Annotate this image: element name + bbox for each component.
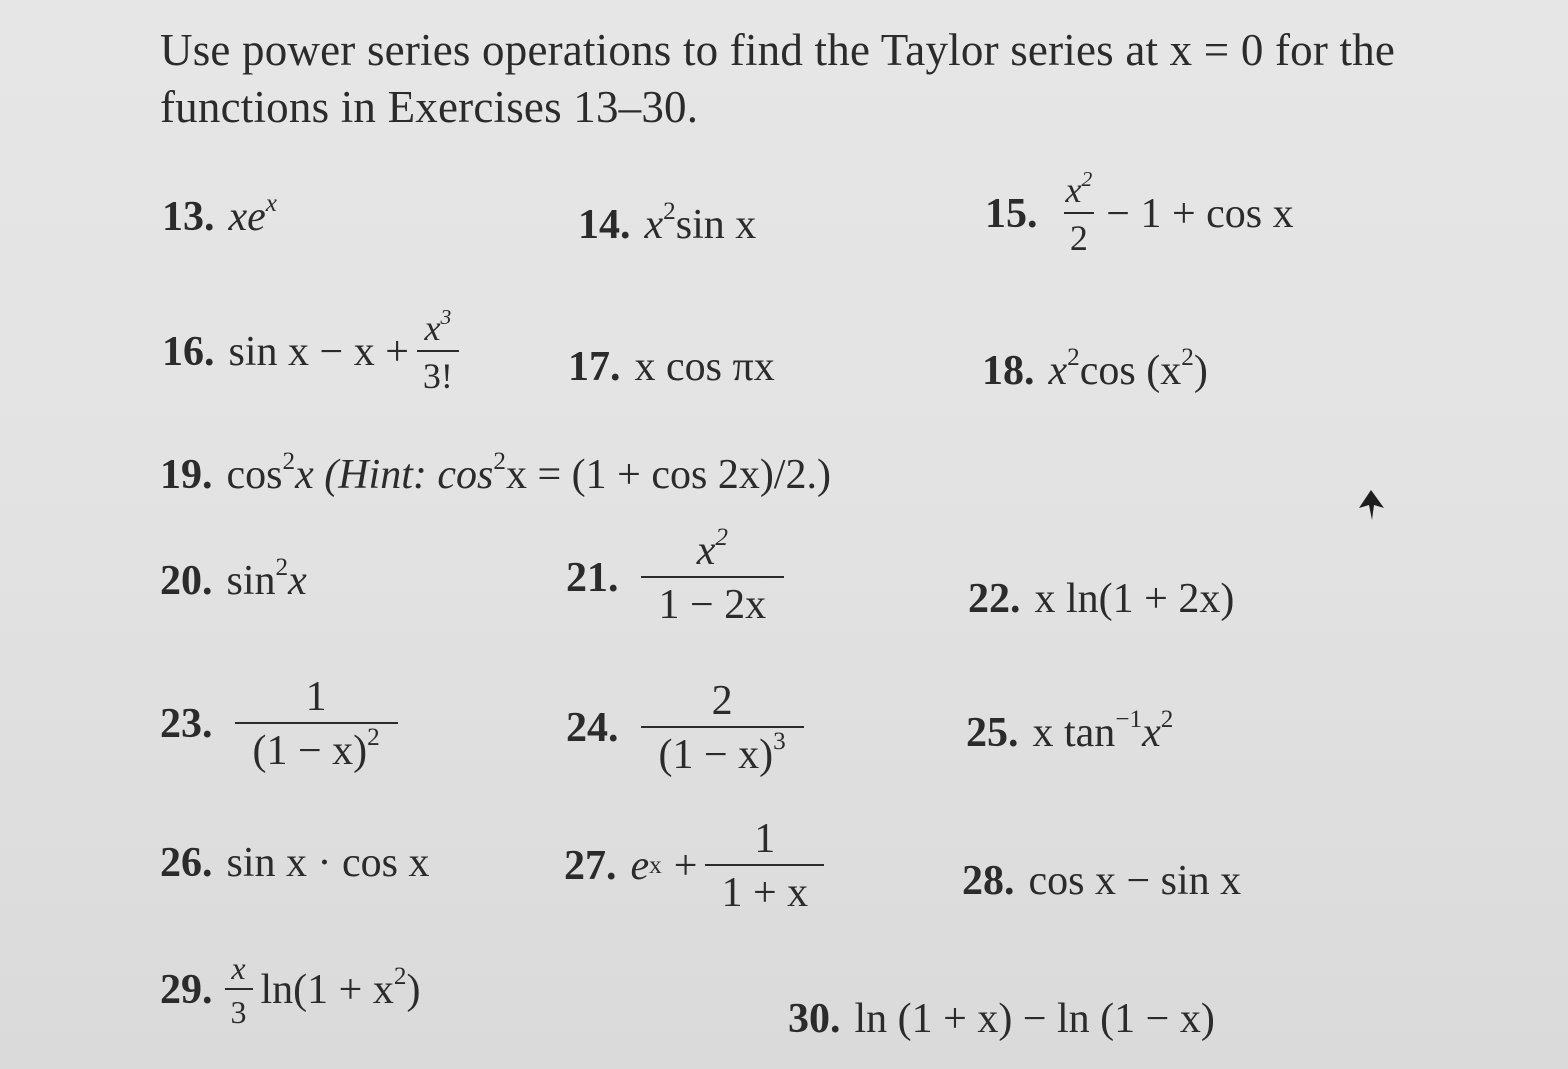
exercise-20 [160,554,307,604]
fraction [417,304,459,396]
denominator: 2 [1064,212,1094,256]
denominator: 3! [417,350,459,394]
exercise-number: 18. [982,348,1035,394]
exercise-expression: $\ln(1 + x^2)$ [260,963,421,1013]
exercise-number: 25. [966,710,1019,756]
exercise-number: 29. [160,967,213,1013]
denominator: $(1 - x)^3$ [641,726,804,776]
exercise-19 [160,448,831,498]
exercise-26 [160,842,430,884]
exercise-number: 24. [566,705,619,751]
exercise-number: 27. [564,843,617,889]
exercise-number: 20. [160,558,213,604]
exercise-22 [968,578,1234,620]
instructions [160,22,1520,136]
exercise-expression: − 1 + cos x [1106,191,1294,237]
exercise-number: 22. [968,576,1021,622]
instructions-line-1: Use power series operations to find the Taylor series at x = 0 for the [160,25,1396,75]
fraction [705,818,824,914]
numerator: $x^2$ [1065,166,1093,210]
exercise-25 [966,706,1174,756]
numerator: 2 [711,678,733,724]
exercise-24 [566,680,812,776]
exercise-number: 14. [578,202,631,248]
exercise-number: 30. [788,996,841,1042]
exercise-number: 19. [160,452,213,498]
exercise-number: 23. [160,701,213,747]
exercise-17 [568,346,775,388]
exercise-expression: $x^2\sin$ x [644,198,757,248]
exercise-expression: cos x − sin x [1028,858,1242,904]
denominator: $(1 - x)^2$ [235,722,398,772]
exercise-15 [985,166,1294,258]
exercise-number: 15. [985,191,1038,237]
exercise-expression: x ln(1 + 2x) [1034,576,1235,622]
numerator: $x^3$ [424,304,452,348]
exercise-23 [160,676,406,772]
denominator: 1 + x [705,864,824,914]
exercise-13 [162,190,277,240]
numerator: 1 [305,674,327,720]
exercise-21 [566,524,792,628]
exercise-expression: $\cos^2x$ (Hint: $\cos^2x = (1 + \cos 2x)/2$.) [226,448,831,498]
fraction [641,524,785,628]
exercise-expression: ln (1 + x) − ln (1 − x) [854,996,1215,1042]
exercise-number: 28. [962,858,1015,904]
mouse-pointer-icon [1356,488,1386,522]
exercise-expression: sin x · cos x [226,840,430,886]
exercise-16 [162,304,467,396]
exercise-expression: x $\tan^{-1}x^2$ [1032,706,1174,756]
exercise-expression: $xe^x$ [228,190,277,240]
exercise-number: 21. [566,555,619,601]
exercise-30 [788,998,1215,1040]
numerator: x [231,950,246,986]
denominator: 3 [225,988,253,1028]
fraction [1060,166,1099,258]
fraction [641,680,804,776]
fraction [235,676,398,772]
exercise-number: 17. [568,344,621,390]
exercise-expression: $x^2\cos$ $(x^2)$ [1048,344,1208,394]
numerator: $x^2$ [696,524,728,574]
exercise-29 [160,952,420,1028]
exercise-27: 27. e x + $\frac{1}{1 + x}$ [564,818,832,914]
exercise-expression: $\sin^2x$ [226,554,307,604]
fraction [225,952,253,1028]
instructions-line-2: functions in Exercises 13–30. [160,82,699,132]
exercise-28 [962,860,1241,902]
exercise-expression: x cos πx [634,344,775,390]
exercise-number: 16. [162,329,215,375]
exercise-14 [578,198,757,248]
denominator: 1 − 2x [641,576,785,626]
exercise-expression: sin x − x + [228,329,409,375]
exercise-18 [982,344,1208,394]
numerator: 1 [754,816,776,862]
exercise-number: 13. [162,194,215,240]
exercise-number: 26. [160,840,213,886]
